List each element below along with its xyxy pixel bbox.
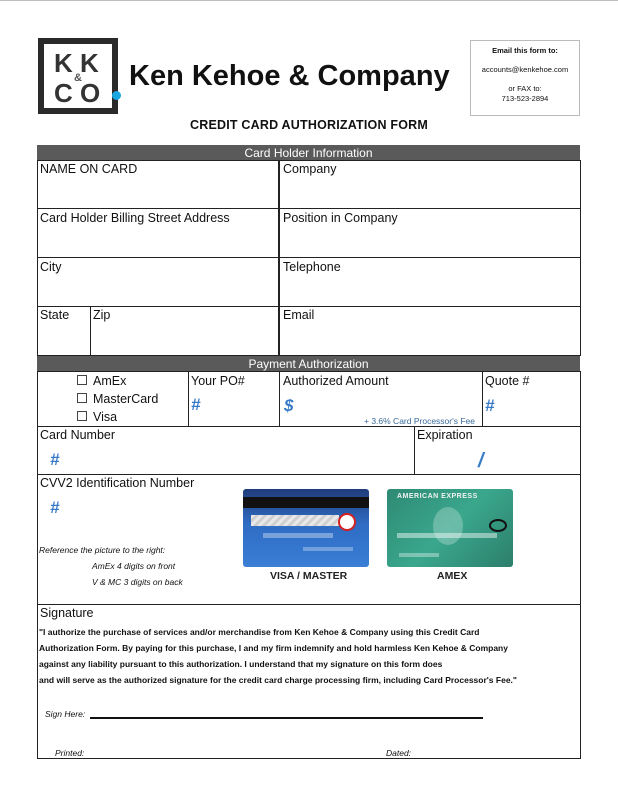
checkbox-square[interactable] bbox=[77, 393, 87, 403]
divider bbox=[482, 371, 483, 426]
cvv-visa-mc-note: V & MC 3 digits on back bbox=[92, 577, 183, 587]
divider bbox=[414, 426, 415, 474]
visa-master-card-back-image bbox=[243, 489, 369, 567]
divider bbox=[90, 306, 91, 356]
zip-field[interactable]: Zip bbox=[93, 308, 111, 322]
authorization-text-line: Authorization Form. By paying for this purchase, I and my firm indemnify and hold harmless Ken Kehoe & Company bbox=[39, 643, 508, 653]
hash-icon: # bbox=[191, 395, 201, 414]
top-rule bbox=[0, 0, 618, 1]
signature-line[interactable] bbox=[90, 717, 483, 719]
divider bbox=[37, 426, 581, 427]
dollar-icon: $ bbox=[284, 396, 294, 415]
contact-fax: 713-523-2894 bbox=[501, 94, 549, 103]
card-number-embossing bbox=[397, 533, 497, 538]
divider bbox=[188, 371, 189, 426]
visa-option-label: Visa bbox=[93, 410, 118, 424]
contact-email[interactable]: accounts@kenkehoe.com bbox=[481, 65, 569, 74]
hash-icon: # bbox=[50, 450, 60, 469]
slash-icon: / bbox=[478, 450, 484, 472]
contact-box bbox=[470, 40, 580, 116]
company-field[interactable]: Company bbox=[283, 162, 337, 176]
divider bbox=[37, 306, 581, 307]
divider bbox=[37, 257, 581, 258]
fax-instructions: or FAX to: bbox=[508, 84, 542, 93]
section-band-card-holder: Card Holder Information bbox=[37, 145, 580, 161]
card-number-embossing bbox=[263, 533, 333, 538]
cvv-amex-note: AmEx 4 digits on front bbox=[92, 561, 176, 571]
company-name: Ken Kehoe & Company bbox=[129, 60, 450, 92]
divider bbox=[37, 208, 581, 209]
cvv-highlight-icon bbox=[338, 513, 356, 531]
name-on-card-field[interactable]: NAME ON CARD bbox=[40, 162, 138, 176]
authorization-text-line: "I authorize the purchase of services and/or merchandise from Ken Kehoe & Company using this Credit Card bbox=[39, 627, 480, 637]
email-instructions: Email this form to: bbox=[492, 46, 558, 55]
amex-option-label: AmEx bbox=[93, 374, 127, 388]
visa-checkbox[interactable] bbox=[77, 410, 117, 424]
form-title: CREDIT CARD AUTHORIZATION FORM bbox=[190, 118, 428, 132]
authorization-text-line: against any liability pursuant to this authorization. I understand that my signature on this form does bbox=[39, 659, 443, 669]
cvv-field[interactable]: CVV2 Identification Number bbox=[40, 476, 195, 490]
logo-letter: K bbox=[80, 48, 99, 78]
magnetic-stripe bbox=[243, 497, 369, 508]
telephone-field[interactable]: Telephone bbox=[283, 260, 341, 274]
position-field[interactable]: Position in Company bbox=[283, 211, 398, 225]
checkbox-square[interactable] bbox=[77, 411, 87, 421]
mastercard-checkbox[interactable] bbox=[77, 392, 158, 406]
cvv-reference-note: Reference the picture to the right: bbox=[39, 545, 166, 555]
logo-dot bbox=[112, 91, 121, 100]
expiration-field[interactable]: Expiration bbox=[417, 428, 473, 442]
amex-card-front-image bbox=[387, 489, 513, 567]
card-text bbox=[303, 547, 353, 551]
signature-heading: Signature bbox=[40, 606, 94, 620]
billing-address-field[interactable]: Card Holder Billing Street Address bbox=[40, 211, 230, 225]
logo-letter: O bbox=[80, 78, 101, 108]
checkbox-square[interactable] bbox=[77, 375, 87, 385]
authorized-amount-field[interactable]: Authorized Amount bbox=[283, 374, 389, 388]
visa-master-caption: VISA / MASTER bbox=[270, 570, 348, 582]
mastercard-option-label: MasterCard bbox=[93, 392, 159, 406]
hash-icon: # bbox=[485, 396, 495, 415]
card-number-field[interactable]: Card Number bbox=[40, 428, 116, 442]
card-holder-section bbox=[37, 160, 581, 356]
amex-checkbox[interactable] bbox=[77, 374, 126, 388]
logo-letter: C bbox=[54, 78, 73, 108]
section-band-payment: Payment Authorization bbox=[37, 356, 580, 372]
email-field[interactable]: Email bbox=[283, 308, 315, 322]
logo-ampersand: & bbox=[74, 72, 82, 84]
printed-label: Printed: bbox=[55, 748, 85, 758]
signature-strip bbox=[251, 515, 339, 526]
amex-brand-text: AMERICAN EXPRESS bbox=[397, 493, 478, 500]
divider bbox=[279, 371, 280, 426]
processor-fee-note: + 3.6% Card Processor's Fee bbox=[364, 416, 475, 426]
sign-here-label: Sign Here: bbox=[45, 709, 86, 719]
city-field[interactable]: City bbox=[40, 260, 62, 274]
cvv-highlight-icon bbox=[489, 519, 507, 532]
divider bbox=[37, 474, 581, 475]
your-po-field[interactable]: Your PO# bbox=[191, 374, 245, 388]
dated-label: Dated: bbox=[386, 748, 412, 758]
quote-field[interactable]: Quote # bbox=[485, 374, 530, 388]
centurion-portrait bbox=[433, 507, 463, 545]
card-text bbox=[399, 553, 439, 557]
authorization-text-line: and will serve as the authorized signature for the credit card charge processing firm, including Card Processor's Fee." bbox=[39, 675, 517, 685]
logo-letter: K bbox=[54, 48, 73, 78]
divider bbox=[278, 160, 280, 356]
amex-caption: AMEX bbox=[437, 570, 468, 582]
hash-icon: # bbox=[50, 498, 60, 517]
company-logo bbox=[38, 38, 118, 114]
state-field[interactable]: State bbox=[40, 308, 70, 322]
